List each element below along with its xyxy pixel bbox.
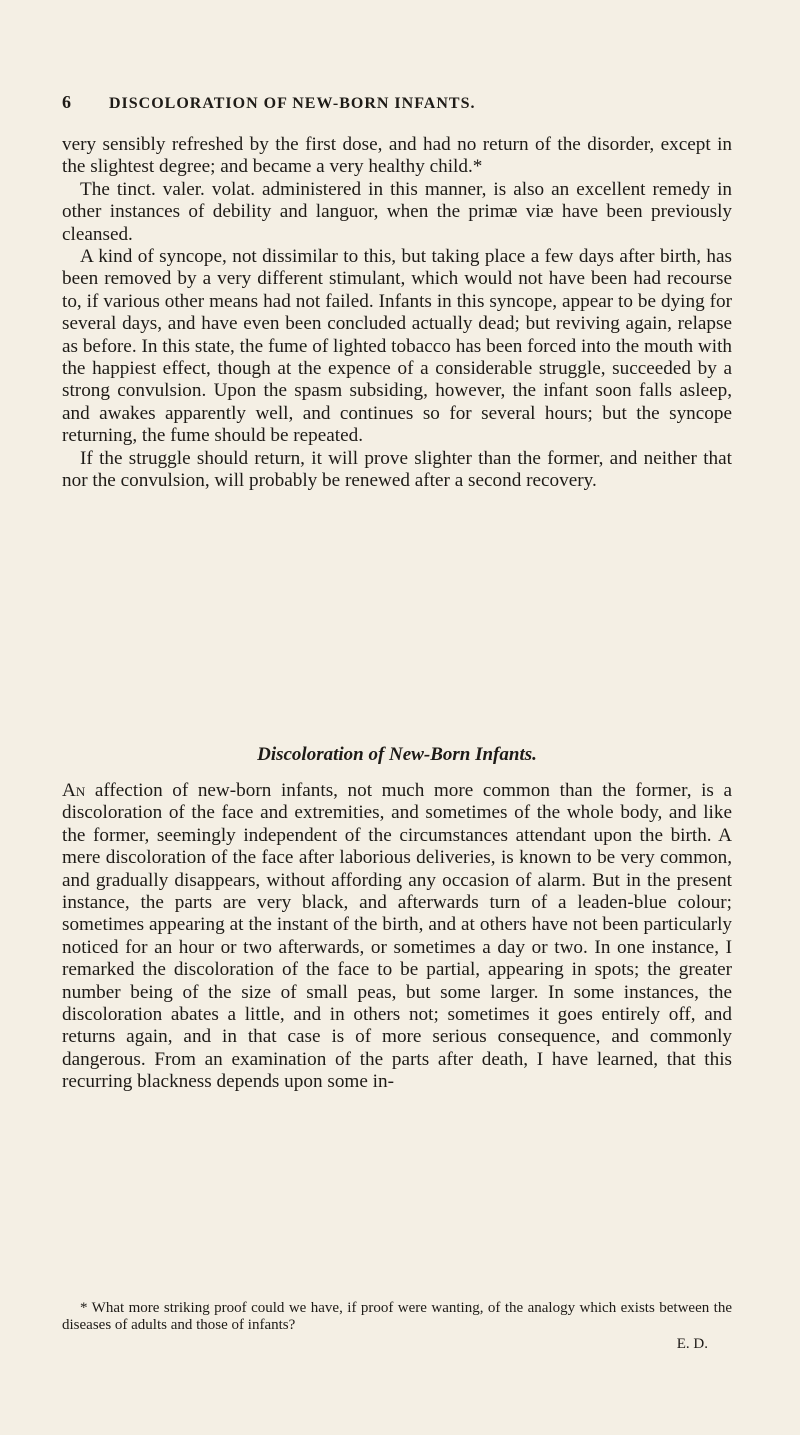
paragraph: The tinct. valer. volat. administered in this manner, is also an excellent remedy in other instances of debility and languor, when the primæ viæ have been previously cleansed. <box>62 178 732 245</box>
footnote-signature: E. D. <box>676 1336 708 1352</box>
footnote <box>62 1300 732 1353</box>
paragraph-text: affection of new-born infants, not much more common than the former, is a discoloration of the face and extremities, and sometimes of the whole body, and like the former, seemingly independent of the circumstances attendant upon the birth. A mere discoloration of the face after laborious deliveries, is known to be very common, and gradually disappears, without affording any occasion of alarm. But in the present instance, the parts are very black, and afterwards turn of a leaden-blue colour; sometimes appearing at the instant of the birth, and at others have not been particularly noticed for an hour or two afterwards, or sometimes a day or two. In one instance, I remarked the discoloration of the face to be partial, appearing in spots; the greater number being of the size of small peas, but some larger. In some instances, the discoloration abates a little, and in others not; sometimes it goes entirely off, and returns again, and in that case is of more serious consequence, and commonly dangerous. From an examination of the parts after death, I have learned, that this recurring blackness depends upon some in- <box>62 780 732 1093</box>
lead-word: An <box>62 780 86 801</box>
running-title: DISCOLORATION OF NEW-BORN INFANTS. <box>109 95 476 112</box>
paragraph <box>62 780 732 1094</box>
section-body <box>62 780 732 1094</box>
paragraph: A kind of syncope, not dissimilar to this, but taking place a few days after birth, has been removed by a very different stimulant, which would not have been had recourse to, if various other means had not failed. Infants in this syncope, appear to be dying for several days, and have even been concluded actually dead; but reviving again, relapse as before. In this state, the fume of lighted tobacco has been forced into the mouth with the happiest effect, though at the expence of a considerable struggle, succeeded by a strong convulsion. Upon the spasm subsiding, however, the infant soon falls asleep, and awakes apparently well, and continues so for several hours; but the syncope returning, the fume should be repeated. <box>62 246 732 447</box>
running-head <box>62 92 738 113</box>
footnote-text: * What more striking proof could we have, if proof were wanting, of the analogy which exists between the diseases of adults and those of infants? <box>62 1300 732 1333</box>
paragraph: If the struggle should return, it will prove slighter than the former, and neither that nor the convulsion, will probably be renewed after a second recovery. <box>62 447 732 492</box>
paragraph: very sensibly refreshed by the first dose, and had no return of the disorder, except in the slightest degree; and became a very healthy child.* <box>62 134 732 178</box>
page-number: 6 <box>62 92 72 112</box>
section-title: Discoloration of New-Born Infants. <box>257 744 537 765</box>
body-text <box>62 134 732 493</box>
